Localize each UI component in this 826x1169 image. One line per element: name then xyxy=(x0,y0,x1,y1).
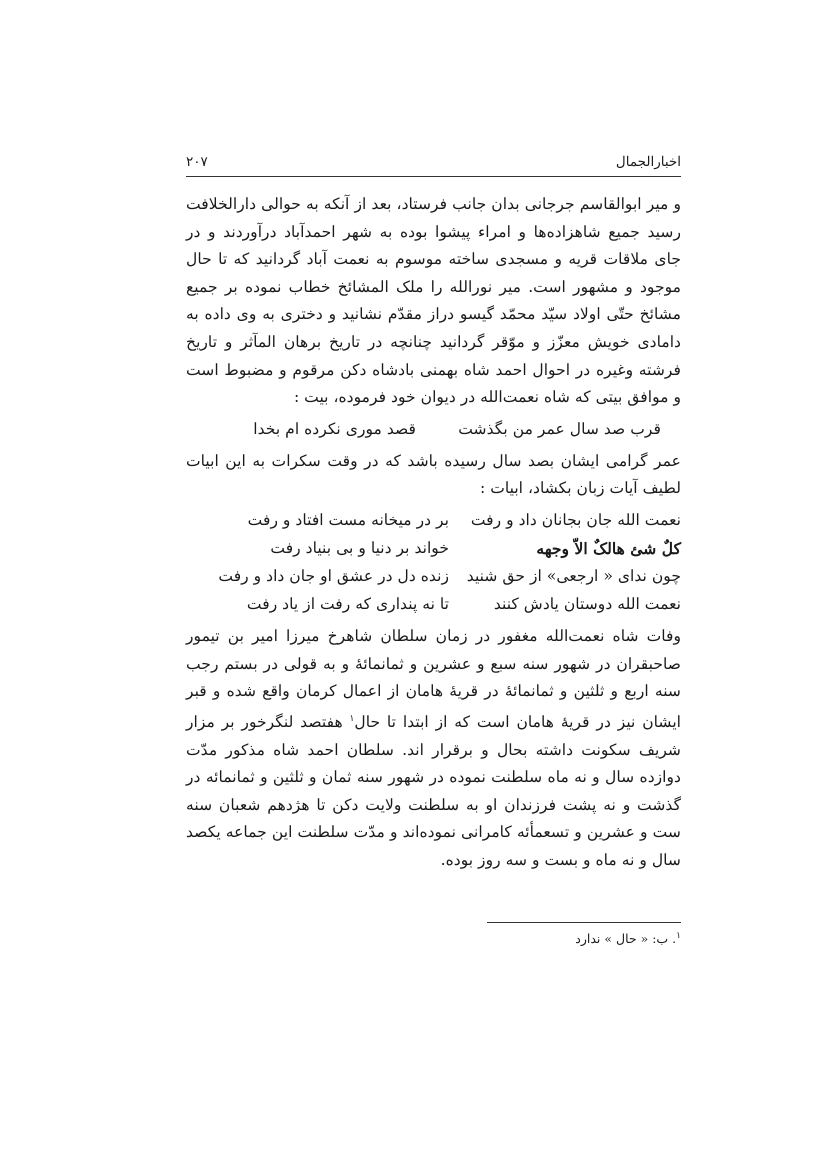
hemistich-first: نعمت الله دوستان یادش کنند xyxy=(493,595,681,614)
hemistich-first: قرب صد سال عمر من بگذشت xyxy=(458,419,661,438)
header-rule xyxy=(186,176,681,177)
hemistich-first: کلٌ شئ هالکٌ الاّ وجهه xyxy=(536,539,681,559)
main-text xyxy=(186,191,681,874)
hemistich-second: قصد موری نکرده ام بخدا xyxy=(253,419,416,438)
hemistich-second: خواند بر دنیا و بی بنیاد رفت xyxy=(270,539,449,558)
paragraph-2: عمر گرامی ایشان بصد سال رسیده باشد که در وقت سکرات به این ابیات لطیف آیات زبان بکشاد، ابیات : xyxy=(186,451,681,498)
footnote-reference[interactable]: ۱ xyxy=(349,713,355,724)
footnote xyxy=(420,931,681,946)
footnote-rule xyxy=(487,922,681,923)
page-number: ۲۰۷ xyxy=(186,154,208,170)
paragraph-3-part-b: هفتصد لنگرخور بر مزار شریف سکونت داشته بحال و برقرار اند. سلطان احمد شاه مذکور مدّت دوازده سال و نه ماه سلطنت نموده در شهور سنه ثمان و ثلثین و ثمانمائه در گذشت و نه پشت فرزندان او به سلطنت ولایت دکن تا هژدهم شعبان سنه ست و عشرین و تسعمأئه کامرانی نموده‌اند و مدّت سلطنت این جماعه یکصد سال و نه ماه و بست و سه روز بوده. xyxy=(186,712,681,869)
footnote-text: . ب: « حال » ندارد xyxy=(575,931,677,947)
paragraph-1: و میر ابوالقاسم جرجانی بدان جانب فرستاد، بعد از آنکه به حوالی دارالخلافت رسید جمیع شاهزاده‌ها و امراء پیشوا بوده به شهر احمدآباد درآوردند و در جای ملاقات قریه و مسجدی ساخته موسوم به نعمت آباد گردانید که تا حال موجود و مشهور است. میر نورالله را ملک المشائخ خطاب نموده بر جمیع مشائخ حتّی اولاد سیّد محمّد گیسو دراز مقدّم نشانید و دختری به وی داده به دامادی خویش معزّز و موّقر گردانید چنانچه در تاریخ برهان المآثر و تاریخ فرشته وغیره در احوال احمد شاه بهمنی بادشاه دکن مرقوم و مضبوط است و موافق بیتی که شاه نعمت‌الله در دیوان خود فرموده، بیت : xyxy=(186,195,681,407)
verse-poem xyxy=(186,507,681,619)
verse-row xyxy=(186,507,681,535)
verse-row xyxy=(186,416,661,444)
paragraph-3 xyxy=(186,623,681,875)
hemistich-first: چون ندای « ارجعی» از حق شنید xyxy=(466,567,681,586)
verse-single xyxy=(186,416,681,444)
verse-row xyxy=(186,563,681,591)
hemistich-second: بر در میخانه مست افتاد و رفت xyxy=(247,511,449,530)
verse-row xyxy=(186,535,681,563)
running-header xyxy=(186,150,681,174)
footnote-marker: ۱ xyxy=(676,931,681,941)
verse-row xyxy=(186,591,681,619)
hemistich-second: تا نه پنداری که رفت از یاد رفت xyxy=(246,595,449,614)
running-title: اخبارالجمال xyxy=(615,154,681,170)
hemistich-first: نعمت الله جان بجانان داد و رفت xyxy=(470,511,681,530)
paragraph-3-part-a: وفات شاه نعمت‌الله مغفور در زمان سلطان شاهرخ میرزا امیر بن تیمور صاحبقران در شهور سنه سبع و عشرین و ثمانمائهٔ و به قولی در بستم رجب سنه اربع و ثلثین و ثمانمائهٔ در قریهٔ هامان از اعمال کرمان واقع شده و قبر ایشان نیز در قریهٔ هامان است که از ابتدا تا حال xyxy=(186,626,681,731)
hemistich-second: زنده دل در عشق او جان داد و رفت xyxy=(218,567,449,586)
